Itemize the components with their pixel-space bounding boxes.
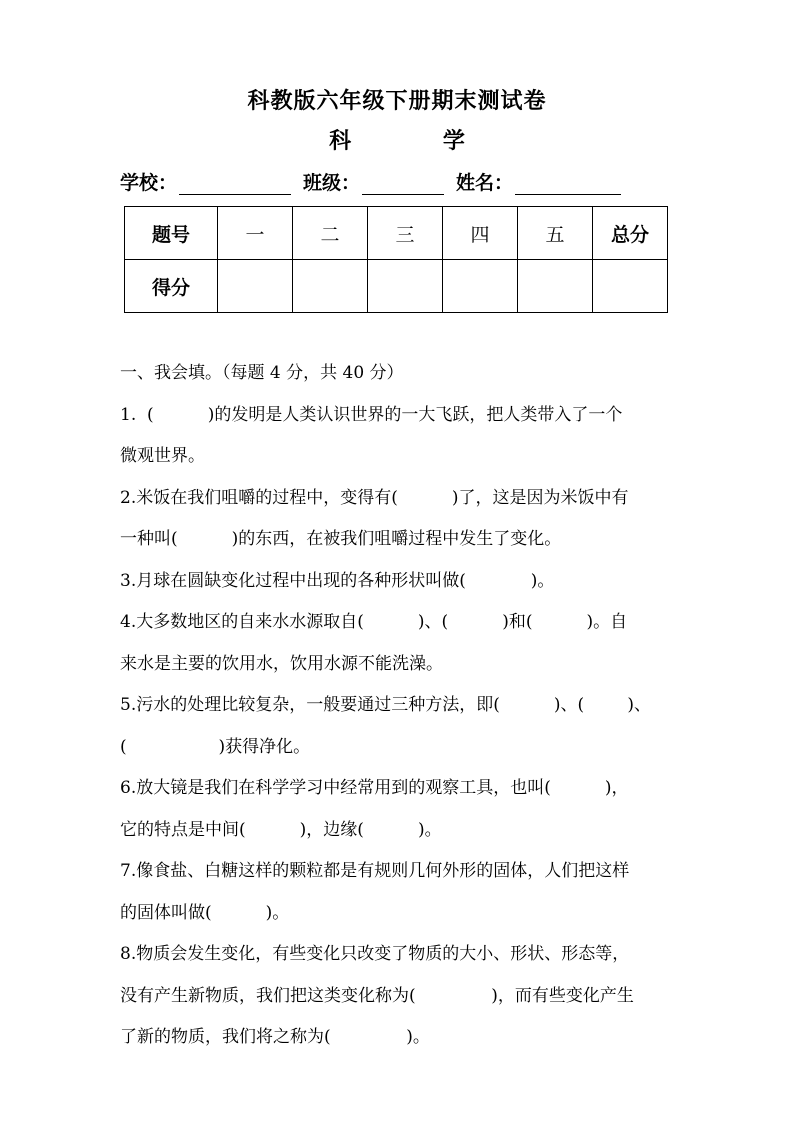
question-line: 了新的物质，我们将之称为( )。 <box>120 1027 430 1047</box>
col-question-number: 题号 <box>125 207 218 260</box>
question-line: 8.物质会发生变化，有些变化只改变了物质的大小、形状、形态等， <box>120 944 630 964</box>
col-part-4: 四 <box>443 207 518 260</box>
score-cell-1[interactable] <box>218 260 293 313</box>
question-line: 它的特点是中间( )，边缘( )。 <box>120 820 442 840</box>
question-line: 3.月球在圆缺变化过程中出现的各种形状叫做( )。 <box>120 571 555 591</box>
score-cell-2[interactable] <box>293 260 368 313</box>
question-line: 7.像食盐、白糖这样的颗粒都是有规则几何外形的固体，人们把这样 <box>120 861 630 881</box>
subject-title <box>0 124 794 155</box>
score-table-header-row <box>125 207 668 260</box>
col-part-5: 五 <box>518 207 593 260</box>
question-line: 1. ( )的发明是人类认识世界的一大飞跃，把人类带入了一个 <box>120 405 623 425</box>
question-line: ( )获得净化。 <box>120 737 311 757</box>
score-cell-3[interactable] <box>368 260 443 313</box>
question-line: 5.污水的处理比较复杂，一般要通过三种方法，即( )、( )、 <box>120 695 652 715</box>
score-cell-5[interactable] <box>518 260 593 313</box>
exam-title: 科教版六年级下册期末测试卷 <box>247 88 547 114</box>
score-cell-total[interactable] <box>593 260 668 313</box>
question-line: 微观世界。 <box>120 446 205 466</box>
school-label: 学校： <box>120 172 178 194</box>
name-label: 姓名： <box>456 172 514 194</box>
student-info-row <box>120 168 633 195</box>
question-line: 4.大多数地区的自来水水源取自( )、( )和( )。自 <box>120 612 628 632</box>
col-total: 总分 <box>593 207 668 260</box>
score-table-score-row <box>125 260 668 313</box>
class-label: 班级： <box>303 172 361 194</box>
score-table <box>124 206 668 313</box>
question-line: 没有产生新物质，我们把这类变化称为( )，而有些变化产生 <box>120 986 634 1006</box>
class-blank <box>362 174 444 195</box>
question-line: 一种叫( )的东西，在被我们咀嚼过程中发生了变化。 <box>120 529 562 549</box>
name-blank <box>515 174 621 195</box>
question-line: 2.米饭在我们咀嚼的过程中，变得有( )了，这是因为米饭中有 <box>120 488 629 508</box>
question-line: 的固体叫做( )。 <box>120 903 290 923</box>
score-cell-4[interactable] <box>443 260 518 313</box>
school-blank <box>179 174 291 195</box>
question-line: 来水是主要的饮用水，饮用水源不能洗澡。 <box>120 654 443 674</box>
col-part-3: 三 <box>368 207 443 260</box>
section-1-heading: 一、我会填。（每题 4 分，共 40 分） <box>120 363 404 383</box>
score-row-label: 得分 <box>125 260 218 313</box>
question-line: 6.放大镜是我们在科学学习中经常用到的观察工具，也叫( )， <box>120 778 629 798</box>
subject-text: 科 学 <box>329 128 507 154</box>
col-part-2: 二 <box>293 207 368 260</box>
col-part-1: 一 <box>218 207 293 260</box>
